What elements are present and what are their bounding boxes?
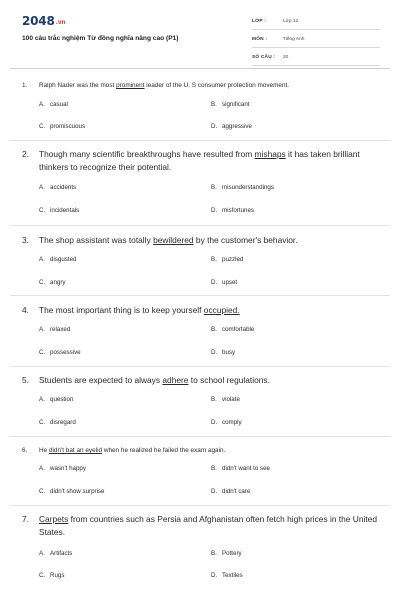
option-b[interactable] [211,396,240,403]
question-number: 3. [22,235,29,245]
question-stem [39,374,382,387]
option-letter: A. [39,326,45,333]
question-divider [10,225,390,226]
question-stem [39,513,382,539]
page-header [0,0,400,70]
option-text: question [50,396,74,403]
option-text: Pottery [222,550,242,557]
stem-text: Though many scientific breakthroughs have resulted from [39,149,255,159]
option-c[interactable] [39,488,105,495]
option-b[interactable] [211,101,250,108]
option-letter: B. [211,101,217,108]
meta-value: 20 [283,55,289,60]
option-text: disgusted [50,256,77,263]
option-text: violate [222,396,240,403]
question-number: 5. [22,375,29,385]
option-text: possessive [50,349,81,356]
meta-label: MÔN : [252,37,268,42]
question-divider [10,436,390,437]
option-letter: D. [211,123,218,130]
question-stem [39,446,382,456]
option-text: Textiles [222,572,243,579]
question-stem [39,304,382,317]
header-divider [10,68,390,69]
stem-text: He [39,447,49,454]
site-logo[interactable] [22,14,65,28]
meta-label: LỚP : [252,19,267,24]
option-d[interactable] [211,488,250,495]
option-a[interactable] [39,465,86,472]
underlined-word: occupied. [203,305,240,315]
option-letter: C. [39,279,46,286]
stem-text: Ralph Nader was the most [39,82,117,89]
option-text: incidentals [50,207,80,214]
option-letter: D. [211,349,218,356]
option-d[interactable] [211,572,243,579]
option-text: Artifacts [50,550,73,557]
option-letter: C. [39,349,46,356]
option-letter: A. [39,465,45,472]
question-number: 2. [22,149,29,159]
option-d[interactable] [211,123,252,130]
stem-text: it has taken brilliant thinkers to recognize their potential. [39,149,360,173]
option-text: comply [222,419,242,426]
document-meta [252,14,380,66]
question-number: 7. [22,514,29,524]
meta-label: SỐ CÂU : [252,55,276,60]
stem-text: The shop assistant was totally [39,235,154,245]
question-divider [10,140,390,141]
question-number: 4. [22,305,29,315]
option-c[interactable] [39,419,76,426]
option-text: didn't show surprise [50,488,105,495]
option-b[interactable] [211,184,274,191]
option-letter: A. [39,101,45,108]
option-letter: B. [211,184,217,191]
option-text: promiscuous [50,123,86,130]
stem-text: The most important thing is to keep yourself [39,305,204,315]
option-letter: C. [39,123,46,130]
option-d[interactable] [211,349,235,356]
option-text: angry [50,279,66,286]
option-text: relaxed [50,326,71,333]
stem-text: to school regulations. [188,375,270,385]
option-text: didn't care [222,488,251,495]
option-letter: C. [39,207,46,214]
option-text: busy [222,349,236,356]
option-letter: A. [39,396,45,403]
meta-value: Lớp 12 [283,19,299,24]
option-letter: B. [211,550,217,557]
meta-value: Tiếng Anh [283,37,305,42]
stem-text: from countries such as Persia and Afghanistan often fetch high prices in the United States. [39,514,377,538]
option-text: misunderstandings [222,184,274,191]
meta-row-class [252,14,380,30]
stem-text: when he realized he failed the exam again. [102,447,226,454]
logo-tld: .vn [55,19,66,26]
document-title: 100 câu trắc nghiệm Từ đồng nghĩa nâng cao (P1) [22,35,179,42]
option-text: upset [222,279,238,286]
question-number: 6. [22,447,28,454]
option-letter: D. [211,419,218,426]
meta-row-subject [252,32,380,48]
option-text: puzzled [222,256,244,263]
stem-text: by the customer's behavior. [193,235,298,245]
option-a[interactable] [39,326,70,333]
logo-text: 2048 [22,14,55,28]
underlined-word: bewildered [153,235,194,245]
option-text: aggressive [222,123,252,130]
option-b[interactable] [211,326,254,333]
option-letter: D. [211,207,218,214]
option-d[interactable] [211,419,242,426]
option-c[interactable] [39,123,85,130]
option-letter: B. [211,396,217,403]
option-letter: B. [211,326,217,333]
option-letter: C. [39,488,46,495]
underlined-word: prominent [116,82,145,89]
option-c[interactable] [39,207,79,214]
option-letter: D. [211,279,218,286]
question-stem [39,234,382,247]
option-letter: B. [211,465,217,472]
option-a[interactable] [39,101,68,108]
question-divider [10,366,390,367]
option-b[interactable] [211,256,243,263]
option-b[interactable] [211,465,270,472]
question-divider [10,295,390,296]
underlined-word: didn't bat an eyelid [48,447,103,454]
option-a[interactable] [39,256,77,263]
option-c[interactable] [39,572,64,579]
option-d[interactable] [211,279,237,286]
question-divider [10,505,390,506]
question-stem [39,81,382,91]
option-letter: B. [211,256,217,263]
underlined-word: Carpets [39,514,69,524]
option-letter: D. [211,572,218,579]
option-letter: A. [39,550,45,557]
option-text: accidents [50,184,77,191]
option-c[interactable] [39,349,81,356]
option-letter: C. [39,419,46,426]
option-d[interactable] [211,207,254,214]
option-text: disregard [50,419,76,426]
option-a[interactable] [39,184,76,191]
option-letter: D. [211,488,218,495]
option-text: didn't want to see [222,465,270,472]
option-c[interactable] [39,279,65,286]
option-text: significant [222,101,250,108]
stem-text: leader of the U. S consumer protection movement. [144,82,290,89]
option-a[interactable] [39,550,72,557]
stem-text: Students are expected to always [39,375,163,385]
question-number: 1. [22,82,28,89]
option-text: wasn't happy [50,465,86,472]
option-text: Rugs [50,572,65,579]
option-b[interactable] [211,550,242,557]
meta-row-count [252,50,380,66]
underlined-word: adhere [162,375,189,385]
option-text: comfortable [222,326,255,333]
option-text: misfortunes [222,207,254,214]
option-text: casual [50,101,68,108]
option-letter: C. [39,572,46,579]
underlined-word: mishaps [254,149,286,159]
option-letter: A. [39,256,45,263]
option-letter: A. [39,184,45,191]
option-a[interactable] [39,396,73,403]
question-stem [39,148,382,174]
